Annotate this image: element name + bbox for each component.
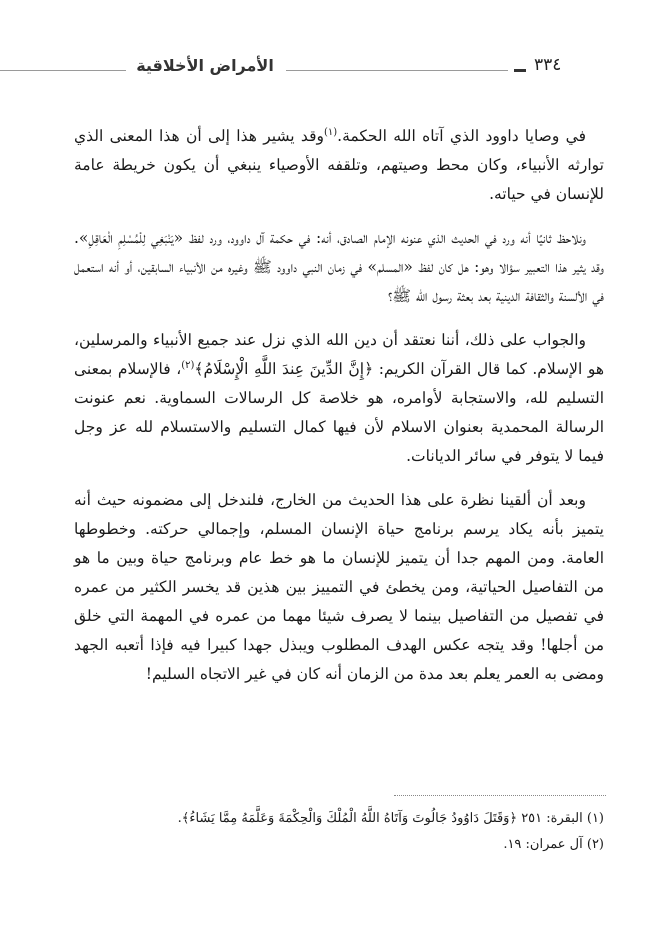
header-rule-right	[286, 70, 508, 71]
paragraph-1-text-b: وقد يشير هذا إلى أن هذا المعنى الذي توارثه الأنبياء، وكان محط وصيتهم، وتلقفه الأوصياء ينبغي أن يكون خريطة عامة للإنسان في حياته.	[74, 127, 604, 203]
footnote-1: (١) البقرة: ٢٥١ ﴿وَقَتَلَ دَاوُودُ جَالُوتَ وَآتَاهُ اللَّهُ الْمُلْكَ وَالْحِكْمَةَ وَعَلَّمَهُ مِمَّا يَشَاءُ﴾.	[177, 811, 604, 826]
paragraph-1	[74, 122, 604, 209]
footnote-ref-1: (١)	[323, 126, 338, 138]
paragraph-4: وبعد أن ألقينا نظرة على هذا الحديث من الخارج، فلندخل إلى مضمونه حيث أنه يتميز بأنه يكاد يرسم برنامج حياة الإنسان المسلم، وإجمالي حركته. وخطوطها العامة. ومن المهم جدا أن يتميز للإنسان ما هو خط عام وبرنامج حياة وبين ما هو من التفاصيل الحياتية، ومن يخطئ في التمييز بين هذين قد يخسر الكثير من عمره في تفصيل من التفاصيل بينما لا يصرف شيئا مهما من عمره في المهمة التي خلق من أجلها! وقد يتجه عكس الهدف المطلوب ويبذل جهدا كبيرا فيه فإذا أتعبه الجهد ومضى به العمر يعلم بعد مدة من الزمان أنه كان في غير الاتجاه السليم!	[74, 491, 604, 683]
header-rule-left	[0, 70, 126, 71]
paragraph-3-text-b: ، فالإسلام بمعنى التسليم لله، والاستجابة لأوامره، هو خلاصة كل الرسالات السماوية. نعم عنونت الرسالة المحمدية بعنوان الاسلام لأن فيها كمال التسليم والاستسلام لله عز وجل فيما لا يتوفر في سائر الديانات.	[74, 360, 604, 465]
footnotes	[74, 806, 604, 858]
header-title: الأمراض الأخلاقية	[136, 56, 274, 75]
footnote-separator	[394, 795, 606, 796]
running-header	[0, 54, 669, 84]
footnote-ref-2: (٢)	[181, 359, 195, 371]
paragraph-2: ونلاحظ ثانيًا أنه ورد في الحديث الذي عنونه الإمام الصادق، أنه: في حكمة آل داوود، ورد لفظ «يَنْبَغِي لِلْمُسْلِمِ الْعَاقِلِ». وقد يثير هذا التعبير سؤالا وهو: هل كان لفظ «المسلم» في زمان النبي داوود ﷺ وغيره من الأنبياء السابقين، أو أنه استعمل في الألسنة والثقافة الدينية بعد بعثة رسول الله ﷺ؟	[74, 229, 604, 305]
body-text	[74, 122, 604, 704]
paragraph-1-text-a: في وصايا داوود الذي آتاه الله الحكمة.	[337, 127, 586, 145]
paragraph-3-text-a: والجواب على ذلك، أننا نعتقد أن دين الله الذي نزل عند جميع الأنبياء والمرسلين، هو الإسلام. كما قال القرآن الكريم: ﴿إِنَّ الدِّينَ عِندَ اللَّهِ الْإِسْلَامُ﴾	[74, 331, 604, 378]
paragraph-3	[74, 326, 604, 471]
header-dash	[514, 69, 526, 72]
footnote-2: (٢) آل عمران: ١٩.	[503, 837, 604, 852]
page-number: ٣٣٤	[534, 55, 562, 75]
